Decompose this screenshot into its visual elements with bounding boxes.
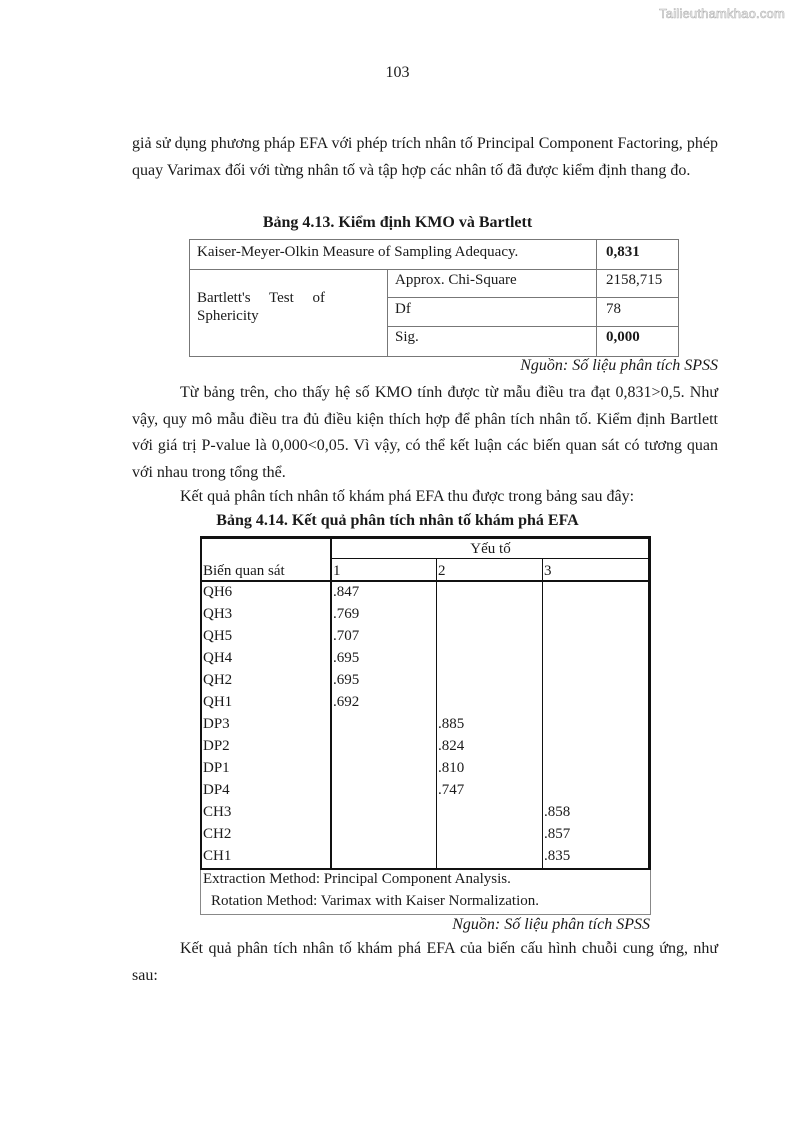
chi-square-value: 2158,715 xyxy=(606,272,663,288)
sig-value: 0,000 xyxy=(606,329,640,345)
efa-loading-factor-2: .747 xyxy=(438,782,465,798)
extraction-method-note: Extraction Method: Principal Component Analysis. xyxy=(203,871,511,887)
page-number: 103 xyxy=(385,64,410,81)
efa-loading-factor-2: .824 xyxy=(438,738,465,754)
efa-loading-factor-1: .847 xyxy=(333,584,360,600)
efa-row-variable: QH6 xyxy=(203,584,233,600)
efa-loading-factor-1: .692 xyxy=(333,694,360,710)
df-label: Df xyxy=(395,301,411,317)
efa-row-variable: DP1 xyxy=(203,760,230,776)
df-value: 78 xyxy=(606,301,621,317)
kmo-table-caption: Bảng 4.13. Kiểm định KMO và Bartlett xyxy=(262,214,533,231)
efa-loading-factor-3: .858 xyxy=(544,804,571,820)
closing-paragraph: Kết quả phân tích nhân tố khám phá EFA của biến cấu hình chuỗi cung ứng, như sau: xyxy=(132,940,718,984)
efa-loading-factor-2: .810 xyxy=(438,760,465,776)
efa-loading-factor-3: .835 xyxy=(544,848,571,864)
efa-loading-factor-3: .857 xyxy=(544,826,571,842)
efa-row-variable: CH3 xyxy=(203,804,232,820)
sig-label: Sig. xyxy=(395,329,419,345)
kmo-bartlett-table xyxy=(189,239,679,357)
efa-row-variable: QH2 xyxy=(203,672,233,688)
efa-loading-factor-1: .707 xyxy=(333,628,360,644)
kmo-table-source: Nguồn: Số liệu phân tích SPSS xyxy=(520,357,718,374)
efa-row-variable: QH5 xyxy=(203,628,233,644)
bartlett-label: Bartlett's Test of xyxy=(197,290,326,306)
efa-row-variable: DP4 xyxy=(203,782,230,798)
kmo-value: 0,831 xyxy=(606,244,640,260)
efa-row-variable: QH4 xyxy=(203,650,233,666)
efa-loading-factor-1: .695 xyxy=(333,672,360,688)
kmo-paragraph: Từ bảng trên, cho thấy hệ số KMO tính được từ mẫu điều tra đạt 0,831>0,5. Như vậy, quy mô mẫu điều tra đủ điều kiện thích hợp để phân tích nhân tố. Kiểm định Bartlett với giá trị P-value là 0,000<0,05. Vì vậy, có thể kết luận các biến quan sát có tương quan với nhau trong tổng thể. xyxy=(132,384,718,481)
factor-header-1: 1 xyxy=(333,563,341,579)
rotation-method-note: Rotation Method: Varimax with Kaiser Normalization. xyxy=(211,893,539,909)
variable-column-header: Biến quan sát xyxy=(203,563,285,579)
efa-intro-paragraph: Kết quả phân tích nhân tố khám phá EFA thu được trong bảng sau đây: xyxy=(180,488,635,505)
efa-loading-factor-1: .695 xyxy=(333,650,360,666)
efa-row-variable: CH1 xyxy=(203,848,232,864)
efa-row-variable: QH3 xyxy=(203,606,233,622)
chi-square-label: Approx. Chi-Square xyxy=(395,272,517,288)
factor-header-2: 2 xyxy=(438,563,446,579)
intro-paragraph: giả sử dụng phương pháp EFA với phép trích nhân tố Principal Component Factoring, phép quay Varimax đối với từng nhân tố và tập hợp các nhân tố đã được kiểm định thang đo. xyxy=(132,135,718,179)
efa-table xyxy=(200,536,651,909)
efa-row-variable: CH2 xyxy=(203,826,232,842)
kmo-label: Kaiser-Meyer-Olkin Measure of Sampling Adequacy. xyxy=(197,244,519,260)
efa-row-variable: QH1 xyxy=(203,694,233,710)
bartlett-label-line2: Sphericity xyxy=(197,308,259,324)
efa-loading-factor-1: .769 xyxy=(333,606,360,622)
efa-row-variable: DP3 xyxy=(203,716,230,732)
efa-table-source: Nguồn: Số liệu phân tích SPSS xyxy=(452,916,650,933)
factor-header-3: 3 xyxy=(544,563,552,579)
efa-loading-factor-2: .885 xyxy=(438,716,465,732)
efa-table-caption: Bảng 4.14. Kết quả phân tích nhân tố khám phá EFA xyxy=(216,512,579,529)
watermark: Tailieuthamkhao.com xyxy=(659,6,785,21)
factor-group-header: Yếu tố xyxy=(470,541,511,557)
efa-row-variable: DP2 xyxy=(203,738,230,754)
